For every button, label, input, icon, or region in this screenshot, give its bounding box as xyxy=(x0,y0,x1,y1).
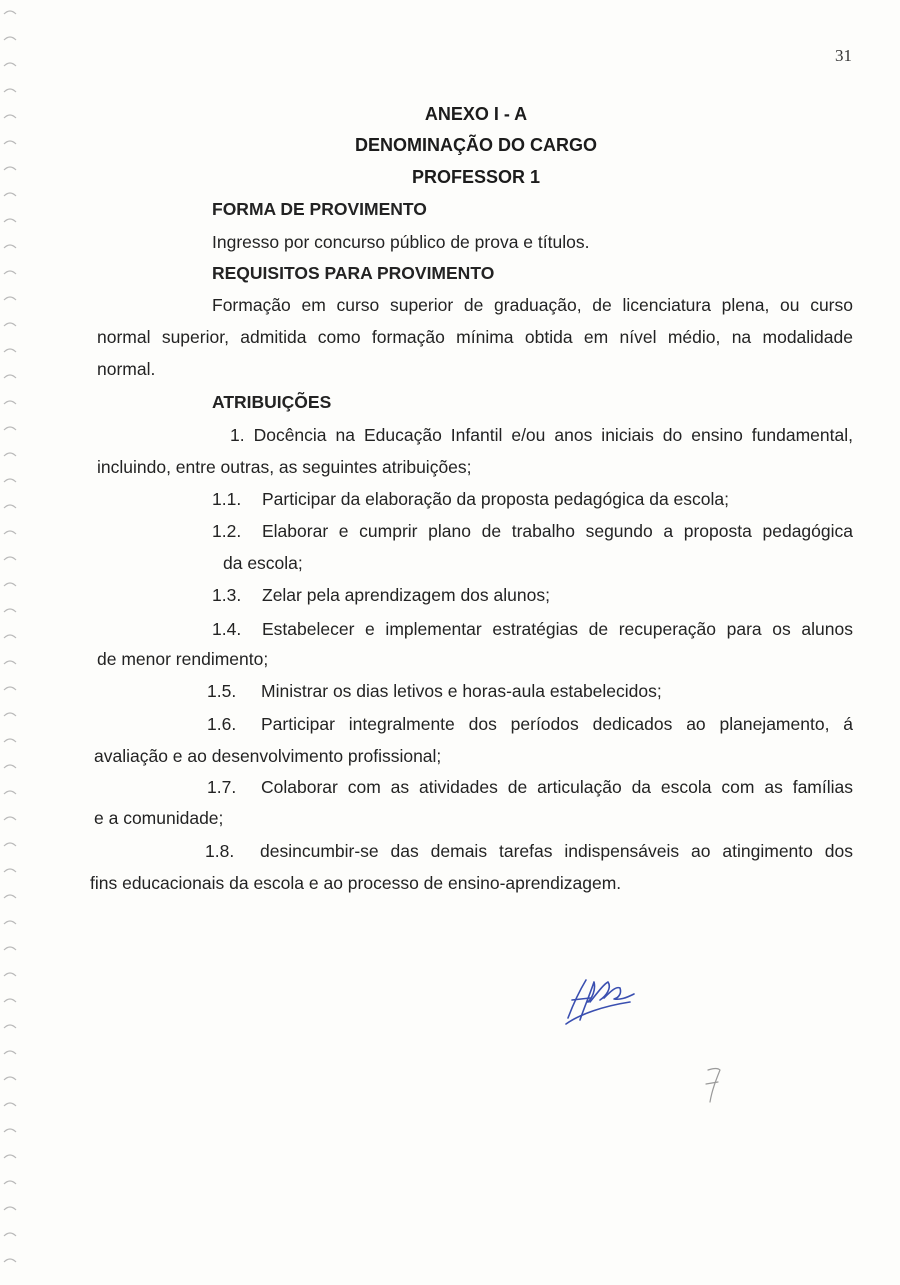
list-item-number: 1.2. xyxy=(212,521,242,541)
handwritten-signature xyxy=(560,972,640,1032)
list-item-continuation: de menor rendimento; xyxy=(97,649,269,669)
list-item-number: 1.4. xyxy=(212,619,242,639)
atribuicoes-intro-line-1: 1. Docência na Educação Infantil e/ou anos iniciais do ensino fundamental, xyxy=(230,425,853,445)
list-item-number: 1.7. xyxy=(207,777,237,797)
list-item-continuation: fins educacionais da escola e ao processo de ensino-aprendizagem. xyxy=(90,873,622,893)
list-item xyxy=(212,489,729,510)
list-item-text: Estabelecer e implementar estratégias de recuperação para os alunos xyxy=(262,619,853,639)
list-item-continuation: e a comunidade; xyxy=(94,808,224,828)
list-item-text: Elaborar e cumprir plano de trabalho segundo a proposta pedagógica xyxy=(262,521,853,541)
list-item-number: 1.8. xyxy=(205,841,235,861)
requisitos-line-2: normal superior, admitida como formação mínima obtida em nível médio, na modalidade xyxy=(97,327,853,347)
forma-provimento-text: Ingresso por concurso público de prova e títulos. xyxy=(212,232,590,252)
list-item-number: 1.3. xyxy=(212,585,242,605)
requisitos-line-3: normal. xyxy=(97,359,156,379)
list-item-continuation: avaliação e ao desenvolvimento profissional; xyxy=(94,746,442,766)
list-item-number: 1.6. xyxy=(207,714,237,734)
list-item xyxy=(212,619,853,640)
position-name-heading: PROFESSOR 1 xyxy=(411,167,541,187)
list-item xyxy=(212,521,853,542)
list-item xyxy=(207,777,853,798)
page-number: 31 xyxy=(835,46,852,65)
requisitos-title: REQUISITOS PARA PROVIMENTO xyxy=(212,263,495,283)
forma-provimento-title: FORMA DE PROVIMENTO xyxy=(212,199,427,219)
handwritten-initial-mark xyxy=(700,1060,730,1110)
list-item xyxy=(207,681,662,702)
list-item xyxy=(212,585,550,606)
position-denomination-heading: DENOMINAÇÃO DO CARGO xyxy=(355,135,597,155)
list-item-continuation: da escola; xyxy=(223,553,303,573)
requisitos-line-1: Formação em curso superior de graduação, de licenciatura plena, ou curso xyxy=(212,295,853,315)
annex-title: ANEXO I - A xyxy=(424,104,528,124)
list-item-text: Ministrar os dias letivos e horas-aula estabelecidos; xyxy=(261,681,662,701)
list-item-text: desincumbir-se das demais tarefas indispensáveis ao atingimento dos xyxy=(260,841,853,861)
list-item xyxy=(205,841,853,862)
list-item-text: Participar integralmente dos períodos dedicados ao planejamento, á xyxy=(261,714,853,734)
list-item-text: Colaborar com as atividades de articulação da escola com as famílias xyxy=(261,777,853,797)
atribuicoes-intro-line-2: incluindo, entre outras, as seguintes atribuições; xyxy=(97,457,472,477)
list-item-text: Zelar pela aprendizagem dos alunos; xyxy=(262,585,550,605)
binding-holes-decoration xyxy=(0,0,24,1285)
atribuicoes-title: ATRIBUIÇÕES xyxy=(212,392,332,412)
list-item xyxy=(207,714,853,735)
list-item-text: Participar da elaboração da proposta pedagógica da escola; xyxy=(262,489,729,509)
list-item-number: 1.1. xyxy=(212,489,242,509)
list-item-number: 1.5. xyxy=(207,681,237,701)
